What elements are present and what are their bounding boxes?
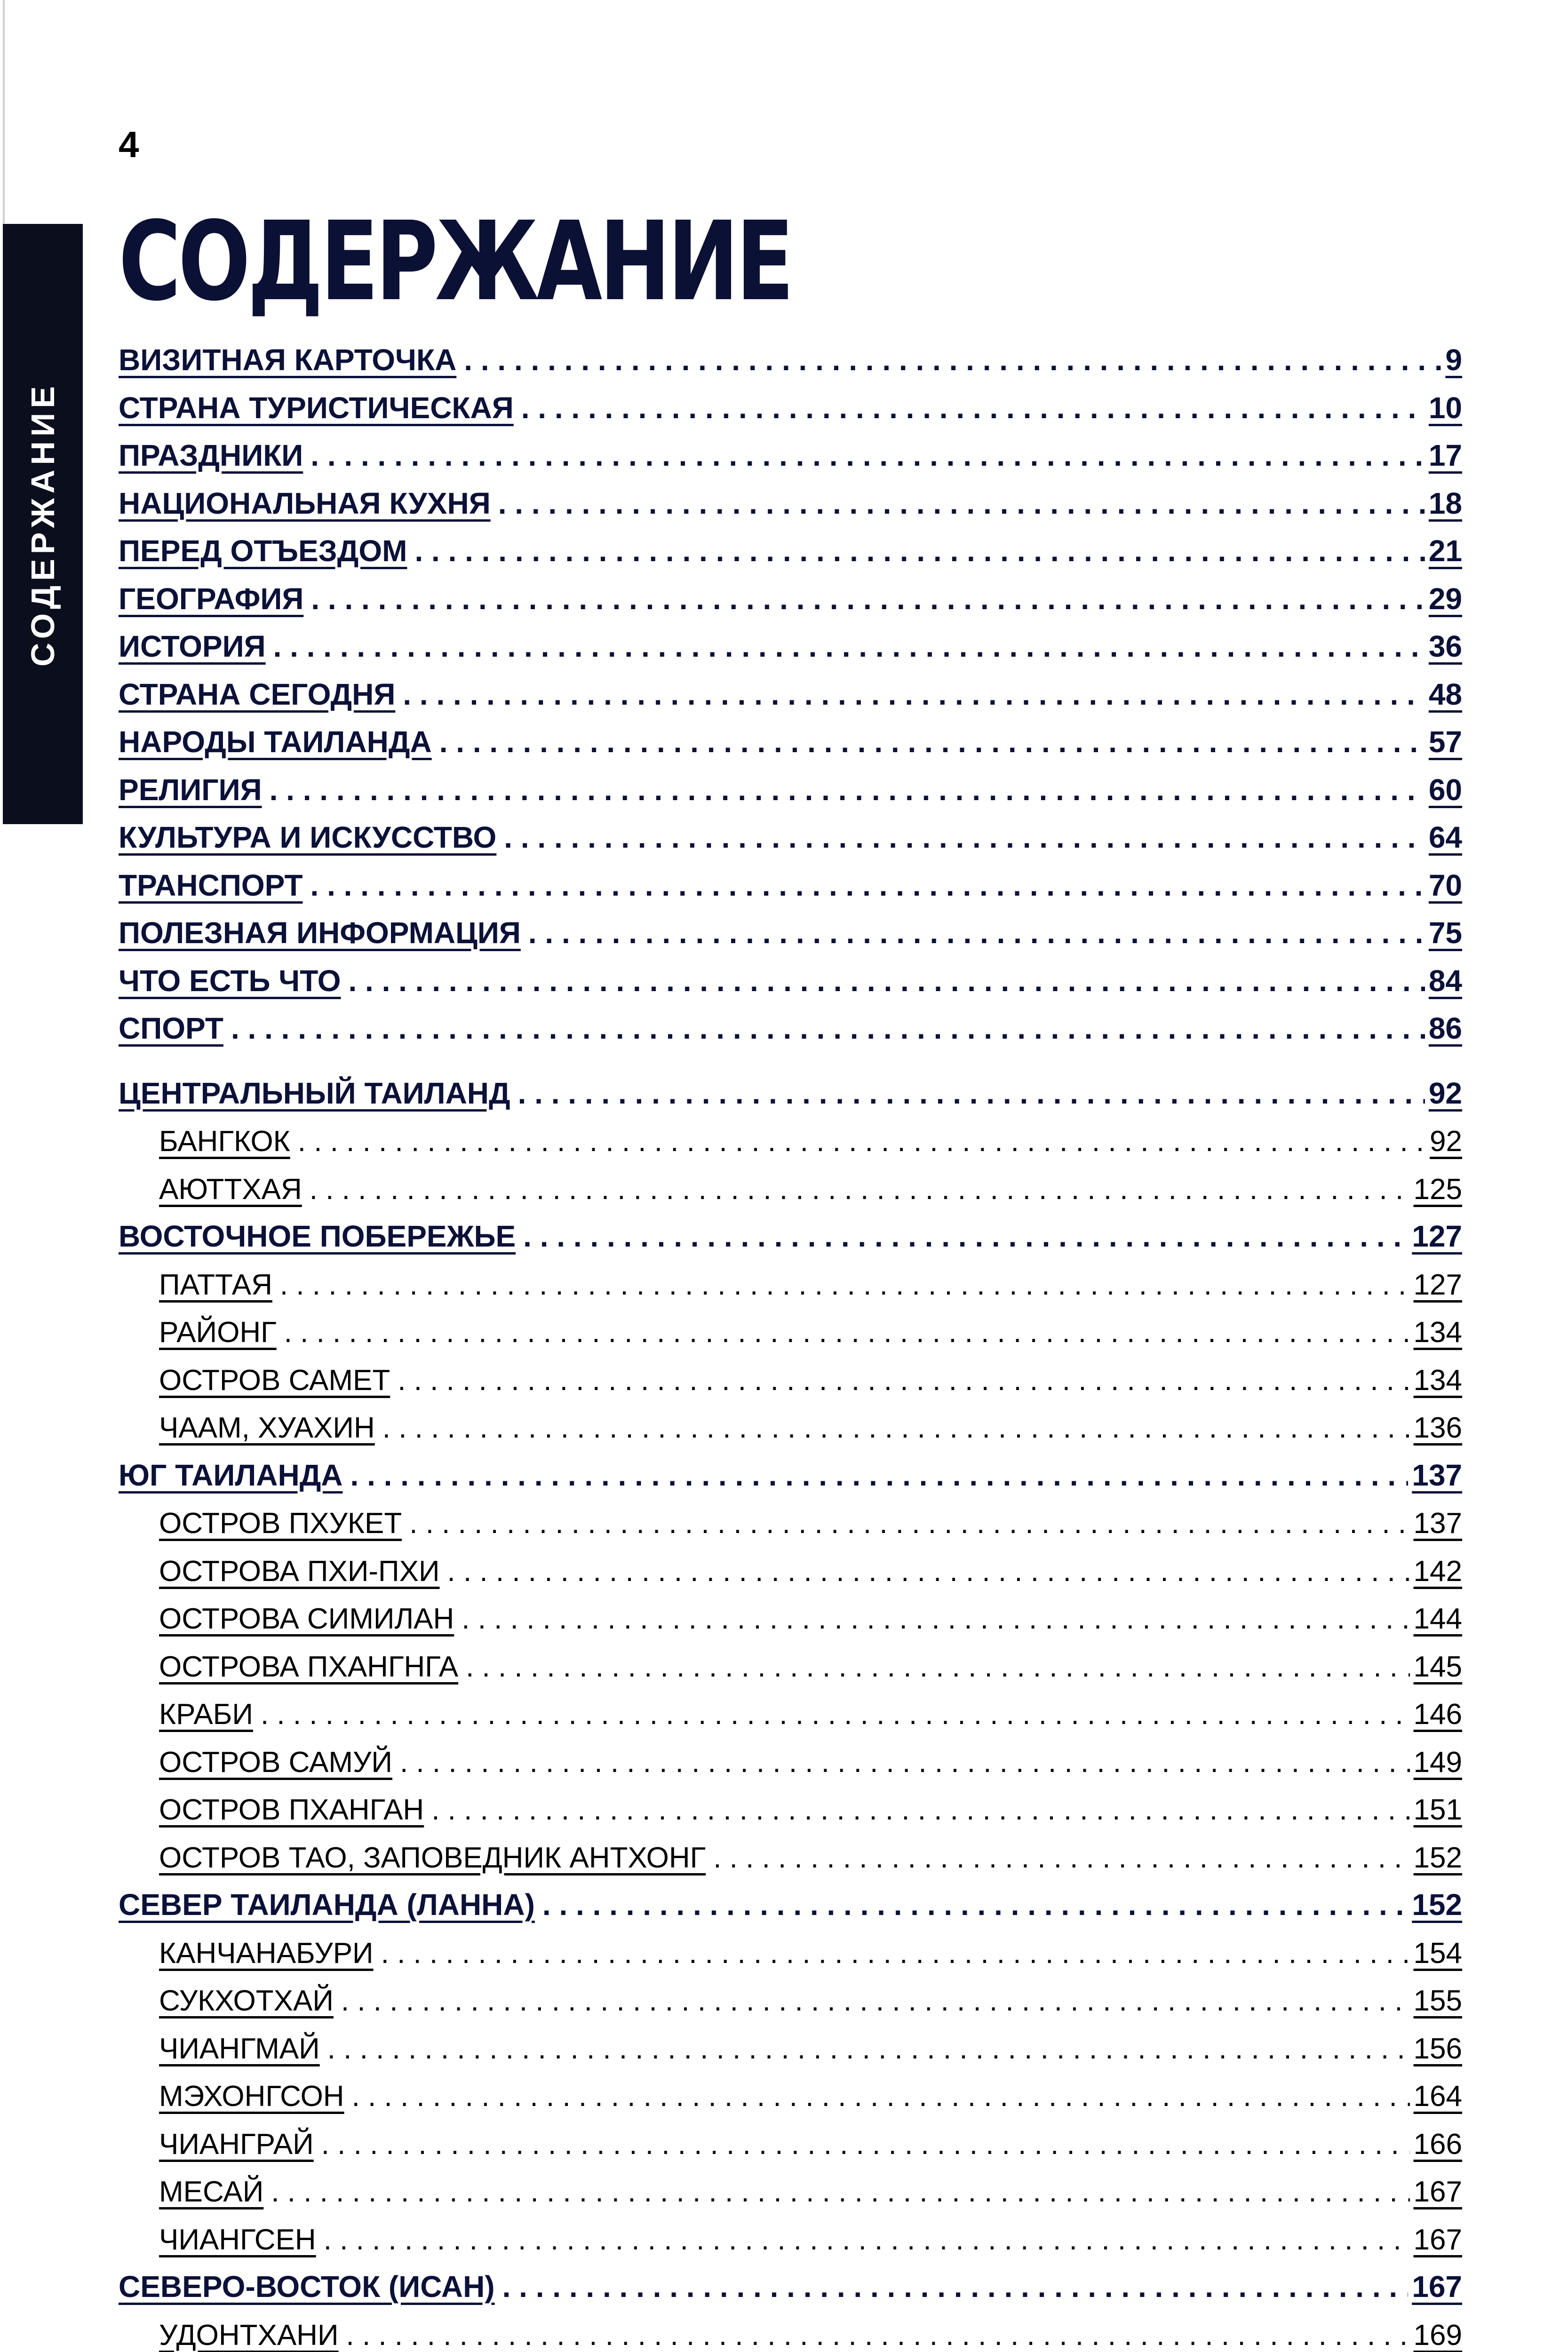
toc-entry-label: СУКХОТХАЙ: [159, 1985, 334, 2017]
toc-entry-label: КАНЧАНАБУРИ: [159, 1937, 374, 1970]
toc-entry-page: 167: [1413, 2176, 1462, 2208]
toc-leader-dots: [321, 2128, 1410, 2161]
toc-entry[interactable]: [119, 1113, 1462, 1158]
toc-entry-label: СТРАНА СЕГОДНЯ: [119, 677, 396, 711]
toc-entry-page: 156: [1413, 2032, 1462, 2065]
toc-entry-label: РЕЛИГИЯ: [119, 772, 262, 807]
toc-entry[interactable]: [119, 1829, 1462, 1875]
toc-entry-label: НАРОДЫ ТАИЛАНДА: [119, 725, 432, 759]
toc-leader-dots: [352, 2080, 1410, 2113]
toc-leader-dots: [273, 629, 1425, 664]
toc-entry-page: 136: [1413, 1412, 1462, 1444]
toc-entry-label: ОСТРОВ САМЕТ: [159, 1364, 390, 1397]
toc-entry-label: ОСТРОВ ТАО, ЗАПОВЕДНИК АНТХОНГ: [159, 1841, 706, 1874]
toc-entry-label: БАНГКОК: [159, 1125, 290, 1158]
toc-leader-dots: [398, 1364, 1409, 1397]
toc-leader-dots: [400, 1746, 1410, 1779]
toc-leader-dots: [431, 1793, 1409, 1827]
toc-entry[interactable]: [119, 2307, 1462, 2352]
toc-entry[interactable]: [119, 2163, 1462, 2209]
toc-entry[interactable]: [119, 1495, 1462, 1540]
toc-leader-dots: [381, 1937, 1410, 1970]
toc-leader-dots: [231, 1011, 1425, 1046]
toc-entry[interactable]: [119, 1065, 1462, 1111]
toc-entry[interactable]: [119, 1256, 1462, 1302]
toc-entry[interactable]: [119, 953, 1462, 998]
toc-entry[interactable]: [119, 714, 1462, 759]
toc-leader-dots: [311, 581, 1425, 616]
toc-entry-label: ИСТОРИЯ: [119, 629, 266, 663]
toc-entry-label: КРАБИ: [159, 1698, 253, 1731]
toc-entry-label: ЧТО ЕСТЬ ЧТО: [119, 963, 341, 998]
toc-entry[interactable]: [119, 2020, 1462, 2066]
toc-entry-label: ОСТРОВ ПХАНГАН: [159, 1794, 424, 1826]
toc-entry-label: ЧИАНГРАЙ: [159, 2128, 314, 2161]
toc-entry-label: СПОРТ: [119, 1011, 223, 1045]
toc-entry-label: МЕСАЙ: [159, 2176, 264, 2208]
toc-leader-dots: [284, 1316, 1410, 1349]
toc-entry-page: 75: [1428, 916, 1462, 950]
toc-entry[interactable]: [119, 1638, 1462, 1684]
toc-entry[interactable]: [119, 523, 1462, 568]
toc-leader-dots: [518, 1076, 1425, 1111]
toc-leader-dots: [521, 390, 1425, 425]
toc-entry-page: 134: [1413, 1316, 1462, 1349]
toc-leader-dots: [542, 1887, 1408, 1922]
toc-leader-dots: [464, 342, 1441, 377]
toc-entry-label: УДОНТХАНИ: [159, 2319, 339, 2352]
toc-entry-label: ГЕОГРАФИЯ: [119, 581, 304, 616]
toc-leader-dots: [439, 724, 1425, 759]
toc-entry-page: 142: [1413, 1555, 1462, 1588]
toc-leader-dots: [447, 1555, 1410, 1588]
toc-entry-page: 152: [1412, 1888, 1462, 1922]
toc-leader-dots: [327, 2032, 1410, 2066]
page-edge-rule: [3, 0, 5, 226]
toc-leader-dots: [462, 1602, 1409, 1636]
toc-entry-page: 9: [1445, 343, 1462, 377]
toc-leader-dots: [346, 2319, 1410, 2352]
toc-entry-page: 92: [1428, 1076, 1462, 1110]
toc-leader-dots: [523, 1219, 1408, 1254]
toc-entry[interactable]: [119, 1208, 1462, 1254]
toc-leader-dots: [310, 1173, 1410, 1206]
page-title: СОДЕРЖАНИЕ: [119, 198, 791, 325]
toc-leader-dots: [502, 2269, 1409, 2304]
toc-entry-page: 167: [1413, 2223, 1462, 2256]
toc-entry-label: ПАТТАЯ: [159, 1268, 272, 1301]
toc-entry-page: 146: [1413, 1698, 1462, 1731]
toc-entry-page: 17: [1428, 438, 1462, 472]
toc-leader-dots: [341, 1984, 1410, 2018]
toc-entry[interactable]: [119, 1972, 1462, 2018]
toc-entry-page: 164: [1413, 2080, 1462, 2113]
toc-leader-dots: [348, 963, 1425, 998]
toc-entry-page: 154: [1413, 1937, 1462, 1970]
toc-leader-dots: [280, 1268, 1410, 1302]
toc-entry-page: 18: [1428, 486, 1462, 520]
toc-entry-page: 84: [1428, 963, 1462, 998]
toc-entry[interactable]: [119, 1734, 1462, 1779]
toc-entry-page: 151: [1413, 1794, 1462, 1826]
toc-entry-page: 152: [1413, 1841, 1462, 1874]
toc-leader-dots: [498, 486, 1425, 521]
toc-entry-page: 137: [1412, 1458, 1462, 1492]
toc-entry-label: ВИЗИТНАЯ КАРТОЧКА: [119, 343, 457, 377]
toc-entry-label: ЧИАНГСЕН: [159, 2223, 316, 2256]
toc-entry[interactable]: [119, 332, 1462, 377]
toc-entry-label: РАЙОНГ: [159, 1316, 277, 1349]
toc-entry-page: 167: [1412, 2270, 1462, 2304]
toc-leader-dots: [466, 1650, 1409, 1684]
toc-entry-page: 137: [1413, 1507, 1462, 1540]
toc-entry-page: 29: [1428, 581, 1462, 616]
toc-entry[interactable]: [119, 2211, 1462, 2257]
toc-entry-label: ВОСТОЧНОЕ ПОБЕРЕЖЬЕ: [119, 1219, 516, 1253]
toc-entry-page: 64: [1428, 820, 1462, 854]
toc-entry-label: ЦЕНТРАЛЬНЫЙ ТАИЛАНД: [119, 1076, 510, 1110]
page-number: 4: [119, 124, 139, 165]
toc-entry[interactable]: [119, 1304, 1462, 1349]
toc-leader-dots: [403, 677, 1425, 712]
toc-leader-dots: [713, 1841, 1409, 1875]
toc-entry-label: ЮГ ТАИЛАНДА: [119, 1458, 343, 1492]
toc-entry-label: ПЕРЕД ОТЪЕЗДОМ: [119, 534, 407, 568]
toc-entry[interactable]: [119, 810, 1462, 855]
toc-entry-page: 60: [1428, 772, 1462, 807]
toc-leader-dots: [310, 868, 1425, 903]
toc-entry-page: 155: [1413, 1985, 1462, 2017]
toc-entry-page: 127: [1413, 1268, 1462, 1301]
toc-entry[interactable]: [119, 619, 1462, 664]
toc-entry-label: НАЦИОНАЛЬНАЯ КУХНЯ: [119, 486, 491, 520]
toc-entry[interactable]: [119, 2259, 1462, 2304]
toc-entry-page: 145: [1413, 1650, 1462, 1683]
toc-entry-label: ТРАНСПОРТ: [119, 868, 303, 902]
toc-entry[interactable]: [119, 476, 1462, 521]
toc-entry-label: ЧААМ, ХУАХИН: [159, 1412, 375, 1444]
toc-entry-label: ОСТРОВ ПХУКЕТ: [159, 1507, 402, 1540]
toc-entry[interactable]: [119, 1001, 1462, 1046]
toc-entry[interactable]: [119, 858, 1462, 903]
toc-entry-label: ПОЛЕЗНАЯ ИНФОРМАЦИЯ: [119, 916, 521, 950]
toc-leader-dots: [528, 915, 1425, 950]
toc-entry[interactable]: [119, 2116, 1462, 2161]
toc-entry[interactable]: [119, 2068, 1462, 2113]
toc-entry-page: 125: [1413, 1173, 1462, 1206]
toc-entry[interactable]: [119, 1925, 1462, 1970]
toc-leader-dots: [298, 1125, 1426, 1158]
toc-entry-page: 48: [1428, 677, 1462, 711]
toc-entry-page: 21: [1428, 534, 1462, 568]
toc-entry-page: 10: [1428, 390, 1462, 425]
toc-entry[interactable]: [119, 1161, 1462, 1206]
toc-entry-label: КУЛЬТУРА И ИСКУССТВО: [119, 820, 497, 854]
toc-entry[interactable]: [119, 762, 1462, 807]
toc-entry-label: СЕВЕР ТАИЛАНДА (ЛАННА): [119, 1888, 535, 1922]
toc-leader-dots: [382, 1411, 1410, 1445]
toc-entry-page: 144: [1413, 1603, 1462, 1635]
toc-entry[interactable]: [119, 1352, 1462, 1397]
toc-entry-label: ОСТРОВА ПХАНГНГА: [159, 1650, 459, 1683]
toc-entry-page: 86: [1428, 1011, 1462, 1045]
toc-entry[interactable]: [119, 667, 1462, 712]
toc-entry-label: ОСТРОВА ПХИ-ПХИ: [159, 1555, 440, 1588]
toc-entry-page: 127: [1412, 1219, 1462, 1253]
toc-entry-page: 92: [1430, 1125, 1462, 1158]
toc-entry-page: 149: [1413, 1746, 1462, 1779]
toc-entry[interactable]: [119, 1399, 1462, 1445]
toc-leader-dots: [310, 438, 1425, 473]
toc-entry[interactable]: [119, 905, 1462, 950]
toc-entry[interactable]: [119, 1590, 1462, 1636]
toc-entry[interactable]: [119, 1877, 1462, 1922]
toc-entry-label: МЭХОНГСОН: [159, 2080, 344, 2113]
toc-leader-dots: [324, 2223, 1410, 2257]
toc-entry[interactable]: [119, 571, 1462, 616]
toc-entry-label: СЕВЕРО-ВОСТОК (ИСАН): [119, 2270, 495, 2304]
toc-entry[interactable]: [119, 428, 1462, 473]
toc-entry-label: АЮТТХАЯ: [159, 1173, 302, 1206]
toc-leader-dots: [270, 772, 1425, 807]
side-tab-label: СОДЕРЖАНИЕ: [24, 381, 61, 667]
toc-entry-page: 169: [1413, 2319, 1462, 2352]
toc-entry-label: СТРАНА ТУРИСТИЧЕСКАЯ: [119, 390, 514, 425]
toc-entry[interactable]: [119, 1447, 1462, 1493]
toc-entry-page: 166: [1413, 2128, 1462, 2161]
toc-entry-page: 134: [1413, 1364, 1462, 1397]
toc-leader-dots: [504, 820, 1425, 855]
toc-entry-page: 70: [1428, 868, 1462, 902]
toc-leader-dots: [271, 2175, 1409, 2209]
toc-entry[interactable]: [119, 1686, 1462, 1731]
side-tab: [3, 224, 83, 824]
toc-entry[interactable]: [119, 1543, 1462, 1588]
toc-entry-label: ОСТРОВ САМУЙ: [159, 1746, 392, 1779]
toc-entry-label: ЧИАНГМАЙ: [159, 2032, 320, 2065]
toc-entry-label: ПРАЗДНИКИ: [119, 438, 303, 472]
toc-entry[interactable]: [119, 1781, 1462, 1827]
toc-leader-dots: [414, 533, 1425, 568]
toc-leader-dots: [409, 1507, 1409, 1540]
toc-entry-page: 57: [1428, 725, 1462, 759]
toc-leader-dots: [261, 1698, 1410, 1731]
toc-entry[interactable]: [119, 380, 1462, 425]
toc-entry-page: 36: [1428, 629, 1462, 663]
toc-entry-label: ОСТРОВА СИМИЛАН: [159, 1603, 454, 1635]
toc-leader-dots: [350, 1458, 1409, 1493]
